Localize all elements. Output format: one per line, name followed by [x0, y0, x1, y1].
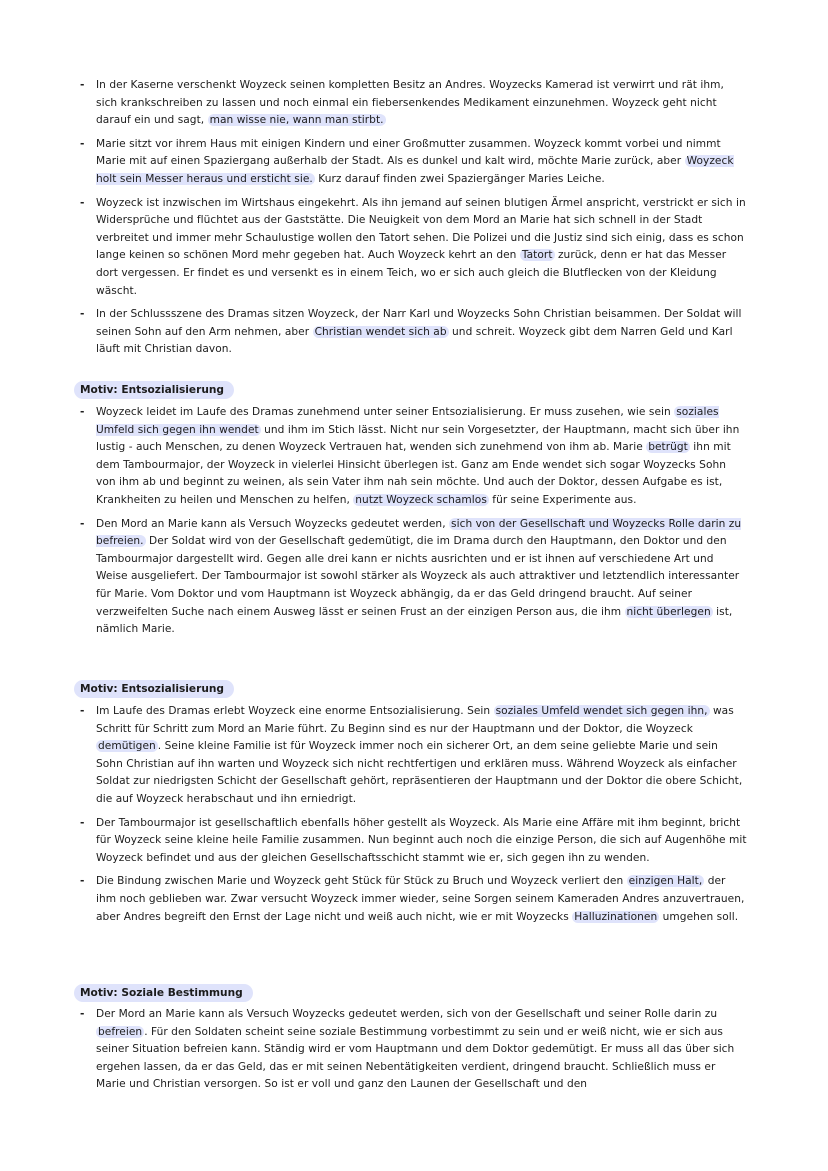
- bullet-item: [78, 306, 748, 359]
- motif-entsozialisierung-list-1: [78, 404, 748, 645]
- bullet-item: [78, 195, 748, 301]
- text-run: was Schritt für Schritt zum Mord an Marie führt. Zu Beginn sind es nur der Hauptmann und der Doktor, die Woyzeck: [96, 705, 734, 735]
- highlighted-text: man wisse nie, wann man stirbt.: [209, 114, 384, 127]
- highlighted-text: einzigen Halt,: [628, 875, 703, 888]
- highlighted-text: Tatort: [521, 249, 553, 262]
- text-run: umgehen soll.: [659, 910, 739, 923]
- highlighted-text: sich von der Gesellschaft und Woyzecks Rolle darin zu befreien.: [96, 517, 742, 548]
- bullet-item: [78, 703, 748, 809]
- text-run: In der Schlussszene des Dramas sitzen Woyzeck, der Narr Karl und Woyzecks Sohn Christian beisammen. Der Soldat will seinen Sohn auf den Arm nehmen, aber: [96, 308, 742, 338]
- bullet-item: [78, 873, 748, 926]
- highlighted-text: soziales Umfeld wendet sich gegen ihn,: [495, 705, 708, 717]
- highlighted-text: soziales Umfeld sich gegen ihn wendet: [96, 406, 719, 436]
- highlighted-text: betrügt: [648, 441, 688, 454]
- highlighted-text: Woyzeck holt sein Messer heraus und ersticht sie.: [96, 155, 734, 185]
- text-run: ihn mit dem Tambourmajor, der Woyzeck in vielerlei Hinsicht überlegen ist. Ganz am Ende wendet sich sogar Woyzecks Sohn von ihm ab und beginnt zu weinen, als sein Vater ihm nah sein möchte. Und auch der Doktor, dessen Aufgabe es ist, Krankheiten zu heilen und Menschen zu helfen,: [96, 441, 731, 506]
- text-run: Woyzeck ist inzwischen im Wirtshaus eingekehrt. Als ihn jemand auf seinen blutigen Ärmel anspricht, verstrickt er sich in Widersprüche und flüchtet aus der Gaststätte. Die Neuigkeit von dem Mord an Marie hat sich schnell in der Stadt verbreitet und immer mehr Schaulustige wollen den Tatort sehen. Die Polizei und die Justiz sind sich einig, dass es schon lange keinen so schönen Mord mehr gegeben hat. Auch Woyzeck kehrt an den: [96, 196, 746, 262]
- text-run: Der Soldat wird von der Gesellschaft gedemütigt, die im Drama durch den Hauptmann, den Doktor und den Tambourmajor dargestellt wird. Gegen alle drei kann er nichts ausrichten und er ist ihnen auf verschiedene Art und Weise ausgeliefert. Der Tambourmajor ist sowohl stärker als Woyzeck als auch attraktiver und letztendlich interessanter für Marie. Vom Doktor und vom Hauptmann ist Woyzeck abhängig, da er das Geld dringend braucht. Auf seiner verzweifelten Suche nach einem Ausweg lässt er seinen Frust an der einzigen Person aus, die ihm: [96, 535, 740, 618]
- highlighted-text: befreien: [98, 1025, 143, 1038]
- bullet-item: [78, 136, 748, 189]
- motif-heading-soziale-bestimmung: Motiv: Soziale Bestimmung: [74, 984, 253, 1002]
- text-run: In der Kaserne verschenkt Woyzeck seinen kompletten Besitz an Andres. Woyzecks Kamerad ist verwirrt und rät ihm, sich krankschreiben zu lassen und noch einmal ein fiebersenkendes Medikament einzunehmen. Woyzeck geht nicht darauf ein und sagt,: [96, 79, 724, 127]
- text-run: Marie sitzt vor ihrem Haus mit einigen Kindern und einer Großmutter zusammen. Woyzeck kommt vorbei und nimmt Marie mit auf einen Spaziergang außerhalb der Stadt. Als es dunkel und kalt wird, möchte Marie zurück, aber: [96, 137, 721, 168]
- text-run: Der Mord an Marie kann als Versuch Woyzecks gedeutet werden, sich von der Gesellschaft und seiner Rolle darin zu: [96, 1008, 718, 1020]
- text-run: und schreit. Woyzeck gibt dem Narren Geld und Karl läuft mit Christian davon.: [96, 325, 733, 356]
- text-run: zurück, denn er hat das Messer dort vergessen. Er findet es und versenkt es in einem Teich, wo er sich auch gleich die Blutflecken von der Kleidung wäscht.: [96, 249, 727, 297]
- highlighted-text: demütigen: [98, 740, 156, 753]
- highlighted-text: Halluzinationen: [574, 910, 658, 923]
- motif-entsozialisierung-list-2: [78, 703, 748, 932]
- text-run: Im Laufe des Dramas erlebt Woyzeck eine enorme Entsozialisierung. Sein: [96, 705, 494, 717]
- motif-heading-entsozialisierung-2: Motiv: Entsozialisierung: [74, 680, 234, 698]
- highlighted-text: nicht überlegen: [626, 605, 711, 618]
- bullet-item: [78, 1006, 748, 1094]
- bullet-item: [78, 77, 748, 130]
- text-run: . Für den Soldaten scheint seine soziale Bestimmung vorbestimmt zu sein und er weiß nicht, wie er sich aus seiner Situation befreien kann. Ständig wird er vom Hauptmann und dem Doktor gedemütigt. Er muss all das über sich ergehen lassen, da er das Geld, das er mit seinen Nebentätigkeiten verdient, dringend braucht. Schließlich muss er Marie und Christian versorgen. So ist er voll und ganz den Launen der Gesellschaft und den: [96, 1025, 735, 1091]
- bullet-item: [78, 404, 748, 510]
- text-run: ist, nämlich Marie.: [96, 605, 733, 636]
- text-run: Die Bindung zwischen Marie und Woyzeck geht Stück für Stück zu Bruch und Woyzeck verliert den: [96, 875, 627, 888]
- text-run: Kurz darauf finden zwei Spaziergänger Maries Leiche.: [314, 172, 605, 185]
- text-run: und ihm im Stich lässt. Nicht nur sein Vorgesetzter, der Hauptmann, macht sich über ihn lustig - auch Menschen, zu denen Woyzeck Vertrauen hat, wenden sich zunehmend von ihm ab. Marie: [96, 423, 740, 454]
- bullet-item: [78, 516, 748, 639]
- highlighted-text: nutzt Woyzeck schamlos: [355, 493, 487, 506]
- text-run: für seine Experimente aus.: [488, 493, 637, 506]
- motif-heading-entsozialisierung-1: Motiv: Entsozialisierung: [74, 381, 234, 399]
- motif-soziale-bestimmung-list: [78, 1006, 748, 1100]
- bullet-item: [78, 815, 748, 868]
- highlighted-text: Christian wendet sich ab: [314, 325, 447, 338]
- text-run: . Seine kleine Familie ist für Woyzeck immer noch ein sicherer Ort, an dem seine geliebte Marie und sein Sohn Christian auf ihn warten und Woyzeck sich nicht rechtfertigen und erklären muss. Während Woyzeck als einfacher Soldat zur niedrigsten Schicht der Gesellschaft gehört, repräsentieren der Hauptmann und der Doktor die obere Schicht, die auf Woyzeck herabschaut und ihn erniedrigt.: [96, 740, 743, 805]
- text-run: der ihm noch geblieben war. Zwar versucht Woyzeck immer wieder, seine Sorgen seinem Kameraden Andres anzuvertrauen, aber Andres begreift den Ernst der Lage nicht und weiß auch nicht, wie er mit Woyzecks: [96, 875, 745, 923]
- text-run: Den Mord an Marie kann als Versuch Woyzecks gedeutet werden,: [96, 517, 450, 530]
- text-run: Woyzeck leidet im Laufe des Dramas zunehmend unter seiner Entsozialisierung. Er muss zusehen, wie sein: [96, 406, 675, 418]
- text-run: Der Tambourmajor ist gesellschaftlich ebenfalls höher gestellt als Woyzeck. Als Marie eine Affäre mit ihm beginnt, bricht für Woyzeck seine kleine heile Familie zusammen. Nun beginnt auch noch die einzige Person, die sich auf Augenhöhe mit Woyzeck befindet und aus der gleichen Gesellschaftsschicht stammt wie er, sich gegen ihn zu wenden.: [96, 816, 747, 864]
- plot-summary-list: [78, 77, 748, 365]
